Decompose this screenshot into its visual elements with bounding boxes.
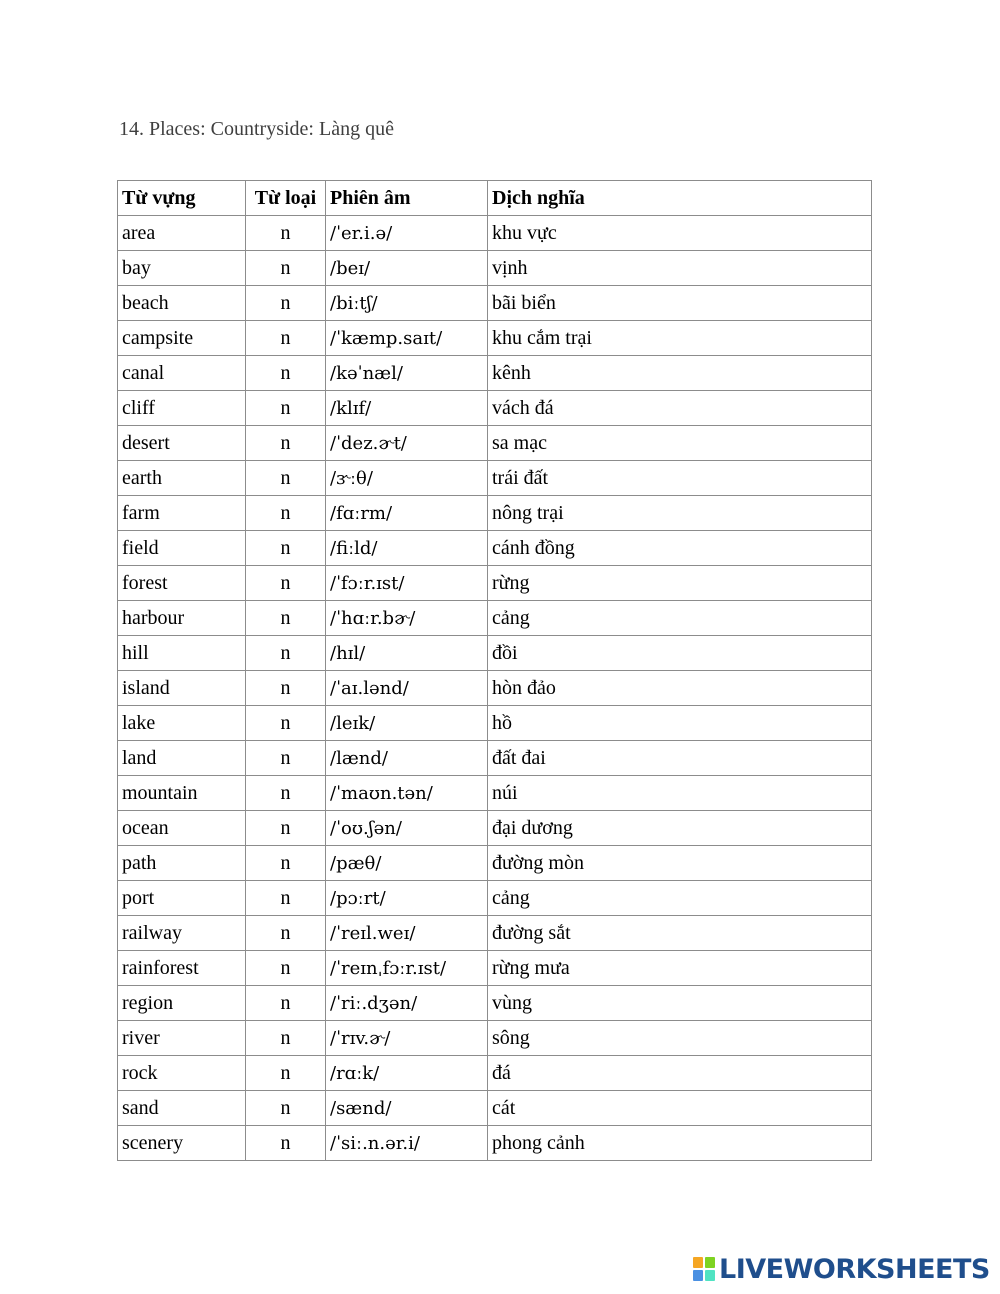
cell-word: cliff xyxy=(118,391,246,426)
cell-word: land xyxy=(118,741,246,776)
cell-meaning: đồi xyxy=(488,636,872,671)
cell-pronunciation: /pæθ/ xyxy=(326,846,488,881)
cell-meaning: trái đất xyxy=(488,461,872,496)
table-row xyxy=(118,531,872,566)
logo-tile xyxy=(693,1270,703,1281)
cell-part-of-speech: n xyxy=(246,951,326,986)
cell-word: sand xyxy=(118,1091,246,1126)
cell-meaning: nông trại xyxy=(488,496,872,531)
cell-word: path xyxy=(118,846,246,881)
table-row xyxy=(118,1021,872,1056)
cell-word: island xyxy=(118,671,246,706)
cell-part-of-speech: n xyxy=(246,1056,326,1091)
cell-pronunciation: /ˈriː.dʒən/ xyxy=(326,986,488,1021)
cell-part-of-speech: n xyxy=(246,1021,326,1056)
cell-part-of-speech: n xyxy=(246,636,326,671)
cell-part-of-speech: n xyxy=(246,531,326,566)
cell-word: field xyxy=(118,531,246,566)
table-row xyxy=(118,986,872,1021)
cell-word: harbour xyxy=(118,601,246,636)
table-row xyxy=(118,741,872,776)
cell-meaning: phong cảnh xyxy=(488,1126,872,1161)
cell-meaning: núi xyxy=(488,776,872,811)
cell-part-of-speech: n xyxy=(246,321,326,356)
cell-word: earth xyxy=(118,461,246,496)
cell-pronunciation: /beɪ/ xyxy=(326,251,488,286)
cell-pronunciation: /ˈhɑːr.bɚ/ xyxy=(326,601,488,636)
vocabulary-table xyxy=(117,180,872,1161)
cell-word: ocean xyxy=(118,811,246,846)
cell-part-of-speech: n xyxy=(246,496,326,531)
cell-part-of-speech: n xyxy=(246,391,326,426)
cell-meaning: hồ xyxy=(488,706,872,741)
cell-meaning: đại dương xyxy=(488,811,872,846)
cell-part-of-speech: n xyxy=(246,741,326,776)
cell-part-of-speech: n xyxy=(246,706,326,741)
cell-word: bay xyxy=(118,251,246,286)
cell-pronunciation: /ˈsiː.n.ər.i/ xyxy=(326,1126,488,1161)
header-meaning: Dịch nghĩa xyxy=(488,181,872,216)
cell-part-of-speech: n xyxy=(246,881,326,916)
cell-pronunciation: /lænd/ xyxy=(326,741,488,776)
cell-pronunciation: /ˈdez.ɚt/ xyxy=(326,426,488,461)
cell-pronunciation: /fiːld/ xyxy=(326,531,488,566)
cell-word: campsite xyxy=(118,321,246,356)
cell-meaning: kênh xyxy=(488,356,872,391)
cell-part-of-speech: n xyxy=(246,216,326,251)
table-row xyxy=(118,881,872,916)
cell-word: scenery xyxy=(118,1126,246,1161)
cell-part-of-speech: n xyxy=(246,916,326,951)
cell-meaning: vùng xyxy=(488,986,872,1021)
table-header-row xyxy=(118,181,872,216)
cell-meaning: rừng xyxy=(488,566,872,601)
cell-meaning: đường mòn xyxy=(488,846,872,881)
table-row xyxy=(118,1056,872,1091)
cell-word: rock xyxy=(118,1056,246,1091)
cell-pronunciation: /klɪf/ xyxy=(326,391,488,426)
cell-pronunciation: /ˈfɔːr.ɪst/ xyxy=(326,566,488,601)
cell-meaning: đá xyxy=(488,1056,872,1091)
table-row xyxy=(118,846,872,881)
cell-meaning: sa mạc xyxy=(488,426,872,461)
brand-text: LIVEWORKSHEETS xyxy=(719,1253,990,1285)
cell-meaning: khu vực xyxy=(488,216,872,251)
table-row xyxy=(118,391,872,426)
cell-pronunciation: /hɪl/ xyxy=(326,636,488,671)
cell-part-of-speech: n xyxy=(246,811,326,846)
cell-meaning: vách đá xyxy=(488,391,872,426)
cell-meaning: vịnh xyxy=(488,251,872,286)
page-title: 14. Places: Countryside: Làng quê xyxy=(119,118,394,140)
cell-pronunciation: /fɑːrm/ xyxy=(326,496,488,531)
cell-word: region xyxy=(118,986,246,1021)
logo-tile xyxy=(705,1257,715,1268)
cell-pronunciation: /leɪk/ xyxy=(326,706,488,741)
cell-pronunciation: /ˈer.i.ə/ xyxy=(326,216,488,251)
cell-part-of-speech: n xyxy=(246,1126,326,1161)
cell-pronunciation: /kəˈnæl/ xyxy=(326,356,488,391)
cell-word: port xyxy=(118,881,246,916)
cell-part-of-speech: n xyxy=(246,986,326,1021)
cell-meaning: khu cắm trại xyxy=(488,321,872,356)
table-row xyxy=(118,496,872,531)
logo-tile xyxy=(705,1270,715,1281)
cell-meaning: cánh đồng xyxy=(488,531,872,566)
cell-part-of-speech: n xyxy=(246,356,326,391)
cell-part-of-speech: n xyxy=(246,286,326,321)
cell-word: mountain xyxy=(118,776,246,811)
table-row xyxy=(118,251,872,286)
liveworksheets-logo-icon xyxy=(693,1257,715,1281)
cell-word: lake xyxy=(118,706,246,741)
table-row xyxy=(118,1126,872,1161)
cell-pronunciation: /sænd/ xyxy=(326,1091,488,1126)
table-row xyxy=(118,356,872,391)
cell-part-of-speech: n xyxy=(246,776,326,811)
table-row xyxy=(118,321,872,356)
cell-part-of-speech: n xyxy=(246,1091,326,1126)
table-row xyxy=(118,286,872,321)
cell-word: area xyxy=(118,216,246,251)
cell-meaning: hòn đảo xyxy=(488,671,872,706)
cell-word: farm xyxy=(118,496,246,531)
cell-pronunciation: /ˈreɪl.weɪ/ xyxy=(326,916,488,951)
header-pronunciation: Phiên âm xyxy=(326,181,488,216)
cell-meaning: sông xyxy=(488,1021,872,1056)
cell-part-of-speech: n xyxy=(246,461,326,496)
cell-meaning: cảng xyxy=(488,601,872,636)
table-row xyxy=(118,671,872,706)
table-row xyxy=(118,1091,872,1126)
cell-pronunciation: /ɝːθ/ xyxy=(326,461,488,496)
cell-word: canal xyxy=(118,356,246,391)
table-row xyxy=(118,461,872,496)
cell-word: forest xyxy=(118,566,246,601)
cell-pronunciation: /ˈaɪ.lənd/ xyxy=(326,671,488,706)
cell-meaning: đất đai xyxy=(488,741,872,776)
table-row xyxy=(118,426,872,461)
cell-meaning: đường sắt xyxy=(488,916,872,951)
cell-pronunciation: /rɑːk/ xyxy=(326,1056,488,1091)
cell-pronunciation: /ˈreɪnˌfɔːr.ɪst/ xyxy=(326,951,488,986)
table-row xyxy=(118,566,872,601)
cell-part-of-speech: n xyxy=(246,846,326,881)
cell-part-of-speech: n xyxy=(246,671,326,706)
cell-pronunciation: /ˈrɪv.ɚ/ xyxy=(326,1021,488,1056)
cell-word: beach xyxy=(118,286,246,321)
cell-meaning: rừng mưa xyxy=(488,951,872,986)
table-row xyxy=(118,811,872,846)
logo-tile xyxy=(693,1257,703,1268)
table-row xyxy=(118,776,872,811)
cell-word: desert xyxy=(118,426,246,461)
table-row xyxy=(118,636,872,671)
cell-pronunciation: /biːtʃ/ xyxy=(326,286,488,321)
cell-pronunciation: /pɔːrt/ xyxy=(326,881,488,916)
cell-word: railway xyxy=(118,916,246,951)
cell-part-of-speech: n xyxy=(246,251,326,286)
cell-word: hill xyxy=(118,636,246,671)
cell-part-of-speech: n xyxy=(246,426,326,461)
cell-word: river xyxy=(118,1021,246,1056)
cell-part-of-speech: n xyxy=(246,566,326,601)
cell-meaning: cát xyxy=(488,1091,872,1126)
table-row xyxy=(118,601,872,636)
cell-word: rainforest xyxy=(118,951,246,986)
table-row xyxy=(118,216,872,251)
cell-meaning: cảng xyxy=(488,881,872,916)
table-body xyxy=(118,216,872,1161)
header-word: Từ vựng xyxy=(118,181,246,216)
liveworksheets-brand xyxy=(693,1254,990,1284)
table-row xyxy=(118,951,872,986)
header-part-of-speech: Từ loại xyxy=(246,181,326,216)
table-row xyxy=(118,706,872,741)
cell-pronunciation: /ˈkæmp.saɪt/ xyxy=(326,321,488,356)
cell-part-of-speech: n xyxy=(246,601,326,636)
table-row xyxy=(118,916,872,951)
cell-pronunciation: /ˈmaʊn.tən/ xyxy=(326,776,488,811)
cell-pronunciation: /ˈoʊ.ʃən/ xyxy=(326,811,488,846)
cell-meaning: bãi biển xyxy=(488,286,872,321)
